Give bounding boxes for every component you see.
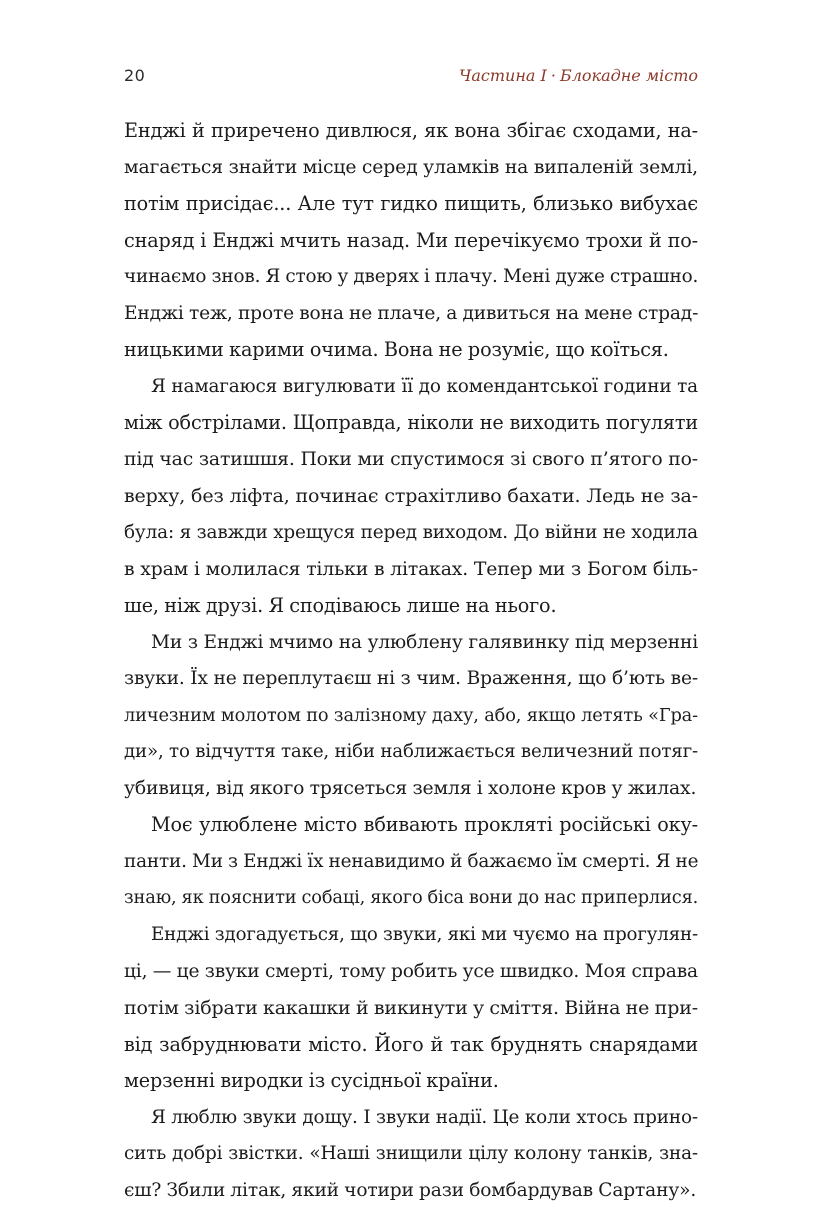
chapter-part: Частина I [459,66,547,85]
text-line: Енджі й приречено дивлюся, як вона збігає сходами, на- [124,119,698,142]
text-line: Енджі здогадується, що звуки, які ми чуємо на прогулян- [151,924,698,946]
text-line: убивиця, від якого трясеться земля і холоне кров у жилах. [124,777,697,799]
chapter-name: Блокадне місто [559,66,698,85]
text-line: від забруднювати місто. Його й так бруднять снарядами [124,1032,698,1056]
text-line: ше, ніж друзі. Я сподіваюсь лише на нього. [124,594,557,618]
text-line: Я люблю звуки дощу. І звуки надії. Це коли хтось прино- [151,1106,698,1128]
body-text [124,113,698,1209]
text-line: під час затишшя. Поки ми спустимося зі свого п’ятого по- [124,448,698,470]
text-line: Я намагаюся вигулювати її до комендантської години та [151,375,698,397]
paragraph [124,113,698,369]
text-line: знаю, як пояснити собаці, якого біса вони до нас приперлися. [124,887,699,909]
text-line: єш? Збили літак, який чотири рази бомбардував Сартану». [124,1179,697,1201]
text-line: Ми з Енджі мчимо на улюблену галявинку під мерзенні [151,631,698,653]
text-line: потім зібрати какашки й викинути у сміття. Війна не при- [124,997,698,1020]
chapter-separator: · [550,66,556,85]
text-line: личезним молотом по залізному даху, або, якщо летять «Гра- [124,704,698,726]
text-line: панти. Ми з Енджі їх ненавидимо й бажаємо їм смерті. Я не [124,850,699,872]
text-line: сить добрі звістки. «Наші знищили цілу колону танків, зна- [124,1143,698,1165]
text-line: звуки. Їх не переплутаєш ні з чим. Враження, що б’ють ве- [124,668,698,690]
text-line: Енджі теж, проте вона не плаче, а дивиться на мене страд- [124,302,699,324]
paragraph [124,807,698,917]
paragraph [124,369,698,625]
text-line: ці, — це звуки смерті, тому робить усе швидко. Моя справа [124,960,698,982]
text-line: магається знайти місце серед уламків на випаленій землі, [124,156,698,178]
running-header [124,66,698,92]
text-line: мерзенні виродки із сусідньої країни. [124,1069,499,1093]
paragraph [124,1100,698,1209]
text-line: була: я завжди хрещуся перед виходом. До війни не ходила [124,522,698,544]
paragraph [124,917,698,1100]
text-line: потім присідає... Але тут гидко пищить, близько вибухає [124,192,698,216]
text-line: в храм і молилася тільки в літаках. Тепер ми з Богом біль- [124,558,698,580]
page-number: 20 [124,66,146,85]
text-line: Моє улюблене місто вбивають прокляті російські оку- [151,813,698,837]
text-line: верху, без ліфта, починає страхітливо бахати. Ледь не за- [124,485,698,508]
text-line: між обстрілами. Щоправда, ніколи не виходить погуляти [124,411,698,435]
chapter-title [459,66,698,85]
text-line: ди», то відчуття таке, ніби наближається величезний потяг- [124,741,698,763]
text-line: ницькими карими очима. Вона не розуміє, що коїться. [124,338,669,362]
text-line: снаряд і Енджі мчить назад. Ми перечікуємо трохи й по- [124,228,698,252]
paragraph [124,625,698,808]
text-line: чинаємо знов. Я стою у дверях і плачу. Мені дуже страшно. [124,266,699,288]
